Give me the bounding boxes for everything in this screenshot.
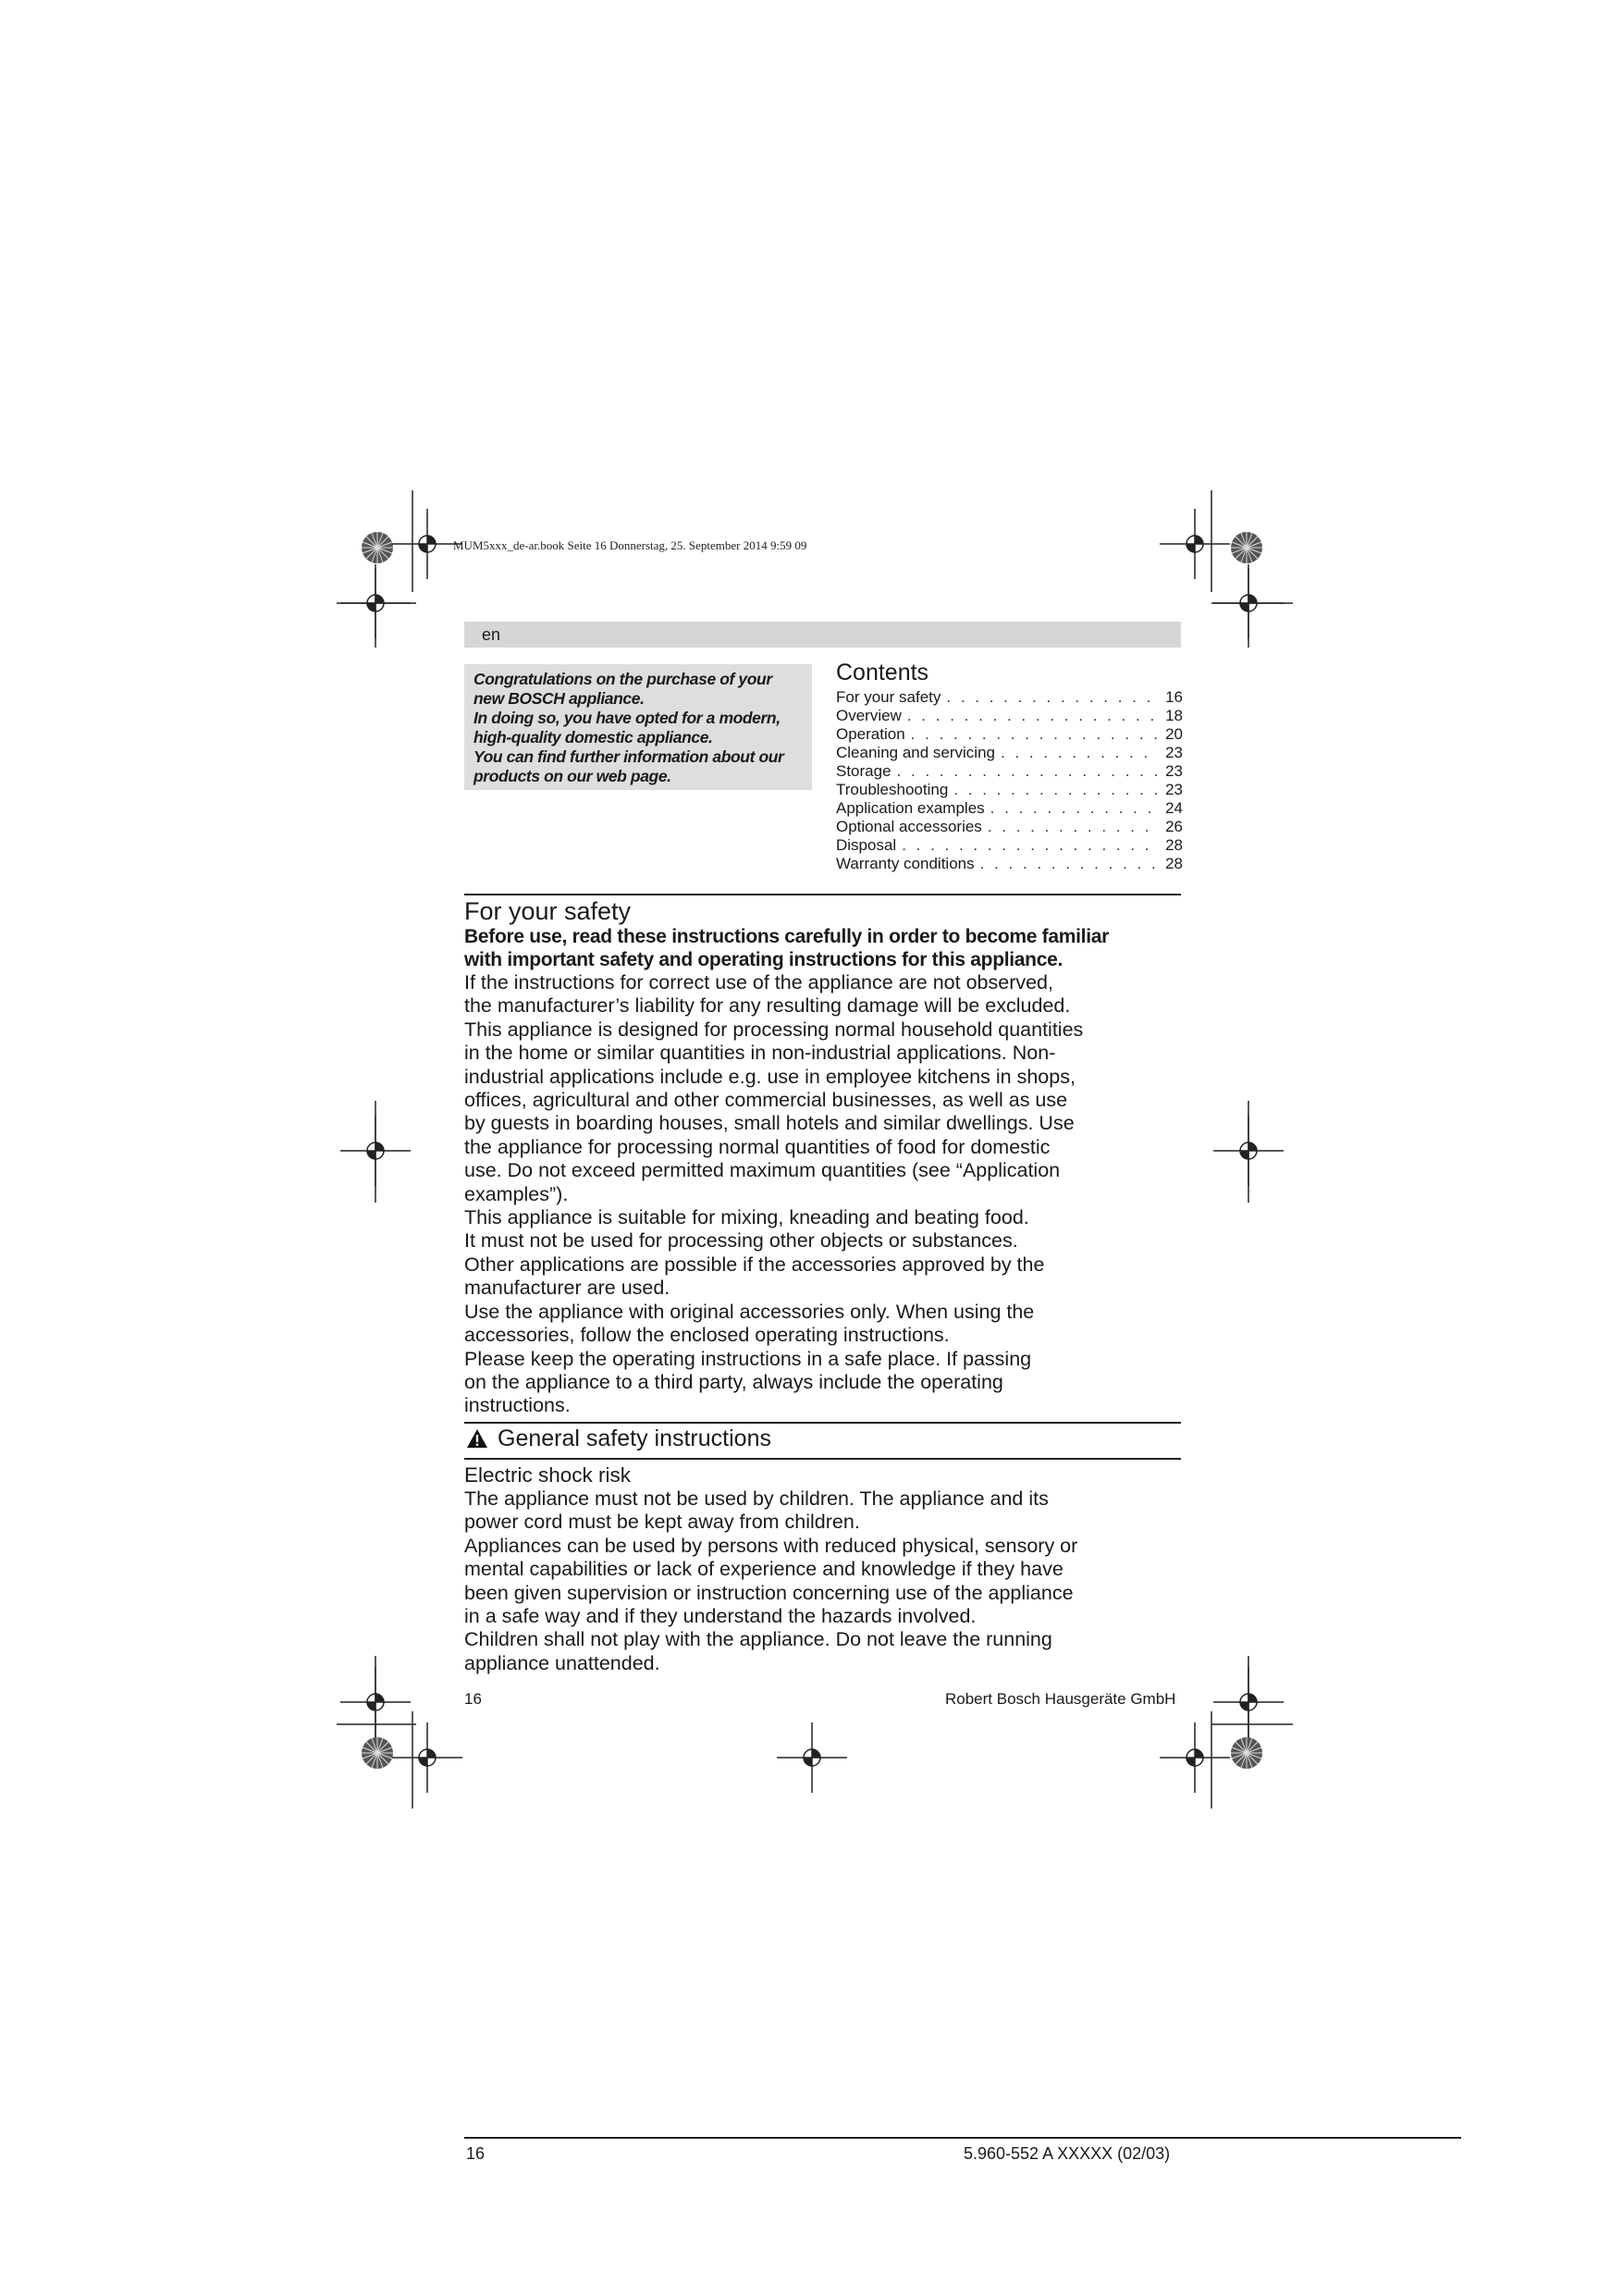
document-code: 5.960-552 A XXXXX (02/03) [964, 2144, 1171, 2163]
contents-title: Contents [836, 660, 929, 685]
warning-divider-bottom [464, 1458, 1181, 1460]
language-code: en [482, 625, 501, 644]
toc-label: Cleaning and servicing [836, 744, 995, 761]
warning-triangle-icon [466, 1428, 488, 1449]
body-line: in the home or similar quantities in non-industrial applications. Non- [464, 1042, 1056, 1065]
body-line: on the appliance to a third party, always include the operating [464, 1370, 1003, 1393]
toc-label: Warranty conditions [836, 855, 975, 872]
toc-page: 26 [1165, 818, 1183, 835]
toc-page: 23 [1165, 744, 1183, 761]
lead-line: with important safety and operating instructions for this appliance. [464, 949, 1064, 970]
print-book-info: MUM5xxx_de-ar.book Seite 16 Donnerstag, 25. September 2014 9:59 09 [453, 538, 807, 552]
sheet-page-number: 16 [466, 2144, 486, 2163]
electric-shock-section [464, 1463, 1186, 1675]
body-line: the manufacturer’s liability for any resulting damage will be excluded. [464, 994, 1071, 1018]
toc-page: 24 [1165, 799, 1183, 817]
body-line: appliance unattended. [464, 1651, 660, 1674]
body-line: Appliances can be used by persons with reduced physical, sensory or [464, 1534, 1078, 1557]
toc-leader [897, 762, 1157, 781]
toc-leader [988, 818, 1157, 836]
toc-page: 18 [1165, 707, 1183, 724]
body-line: This appliance is suitable for mixing, kneading and beating food. [464, 1206, 1029, 1229]
body-line: in a safe way and if they understand the hazards involved. [464, 1605, 977, 1628]
toc-leader [946, 688, 1157, 707]
section-title: For your safety [464, 897, 632, 925]
toc-entry[interactable] [836, 762, 1183, 781]
body-line: It must not be used for processing other objects or substances. [464, 1229, 1018, 1253]
intro-line: products on our web page. [473, 767, 671, 785]
toc-entry[interactable] [836, 781, 1183, 799]
subsection-title: Electric shock risk [464, 1463, 632, 1487]
body-line: mental capabilities or lack of experience and knowledge if they have [464, 1558, 1064, 1581]
body-line: the appliance for processing normal quantities of food for domestic [464, 1135, 1051, 1158]
body-line: Use the appliance with original accessories only. When using the [464, 1300, 1035, 1323]
intro-line: new BOSCH appliance. [473, 689, 645, 708]
table-of-contents [836, 659, 1183, 873]
section-divider [464, 894, 1181, 895]
lead-line: Before use, read these instructions carefully in order to become familiar [464, 926, 1109, 947]
toc-label: Overview [836, 707, 902, 724]
intro-line: high-quality domestic appliance. [473, 728, 713, 747]
body-line: examples”). [464, 1182, 569, 1205]
sheet-footer-divider [464, 2137, 1461, 2139]
toc-label: Application examples [836, 799, 985, 817]
general-safety-title: General safety instructions [498, 1426, 771, 1451]
page-number: 16 [464, 1690, 482, 1708]
general-safety-heading [466, 1425, 771, 1452]
body-line: Other applications are possible if the accessories approved by the [464, 1253, 1045, 1276]
body-line: industrial applications include e.g. use in employee kitchens in shops, [464, 1065, 1076, 1088]
toc-page: 28 [1165, 836, 1183, 854]
toc-page: 28 [1165, 855, 1183, 872]
intro-line: You can find further information about our [473, 747, 784, 766]
toc-entry[interactable] [836, 688, 1183, 707]
intro-box [464, 664, 812, 790]
body-line: Children shall not play with the appliance. Do not leave the running [464, 1628, 1052, 1651]
toc-page: 23 [1165, 762, 1183, 780]
toc-label: Troubleshooting [836, 781, 949, 798]
toc-leader [907, 707, 1157, 725]
toc-label: Disposal [836, 836, 897, 854]
toc-page: 23 [1165, 781, 1183, 798]
toc-label: Optional accessories [836, 818, 982, 835]
toc-entry[interactable] [836, 855, 1183, 873]
toc-entry[interactable] [836, 725, 1183, 744]
toc-label: Storage [836, 762, 891, 780]
toc-entry[interactable] [836, 707, 1183, 725]
safety-section [464, 897, 1186, 1418]
toc-leader [902, 836, 1157, 855]
intro-line: Congratulations on the purchase of your [473, 670, 772, 688]
body-line: use. Do not exceed permitted maximum quantities (see “Application [464, 1159, 1061, 1182]
toc-leader [980, 855, 1157, 873]
body-line: The appliance must not be used by children. The appliance and its [464, 1487, 1049, 1510]
toc-page: 16 [1165, 688, 1183, 706]
toc-leader [990, 799, 1157, 818]
language-bar [464, 622, 1181, 648]
toc-label: Operation [836, 725, 905, 743]
toc-leader [953, 781, 1157, 799]
warning-divider-top [464, 1422, 1181, 1424]
toc-entry[interactable] [836, 836, 1183, 855]
body-line: instructions. [464, 1394, 571, 1417]
body-line: manufacturer are used. [464, 1277, 670, 1300]
body-line: power cord must be kept away from children. [464, 1511, 860, 1534]
company-name: Robert Bosch Hausgeräte GmbH [945, 1690, 1176, 1708]
body-line: by guests in boarding houses, small hotels and similar dwellings. Use [464, 1112, 1075, 1135]
toc-page: 20 [1165, 725, 1183, 743]
intro-line: In doing so, you have opted for a modern, [473, 709, 781, 727]
toc-label: For your safety [836, 688, 941, 706]
body-line: been given supervision or instruction concerning use of the appliance [464, 1581, 1074, 1604]
toc-entry[interactable] [836, 744, 1183, 762]
toc-leader [911, 725, 1157, 744]
body-line: If the instructions for correct use of the appliance are not observed, [464, 971, 1053, 994]
toc-leader [1001, 744, 1157, 762]
toc-entry[interactable] [836, 818, 1183, 836]
body-line: Please keep the operating instructions in a safe place. If passing [464, 1347, 1032, 1370]
body-line: offices, agricultural and other commercial businesses, as well as use [464, 1089, 1068, 1112]
body-line: This appliance is designed for processing normal household quantities [464, 1018, 1084, 1041]
toc-entry[interactable] [836, 799, 1183, 818]
body-line: accessories, follow the enclosed operating instructions. [464, 1324, 950, 1347]
